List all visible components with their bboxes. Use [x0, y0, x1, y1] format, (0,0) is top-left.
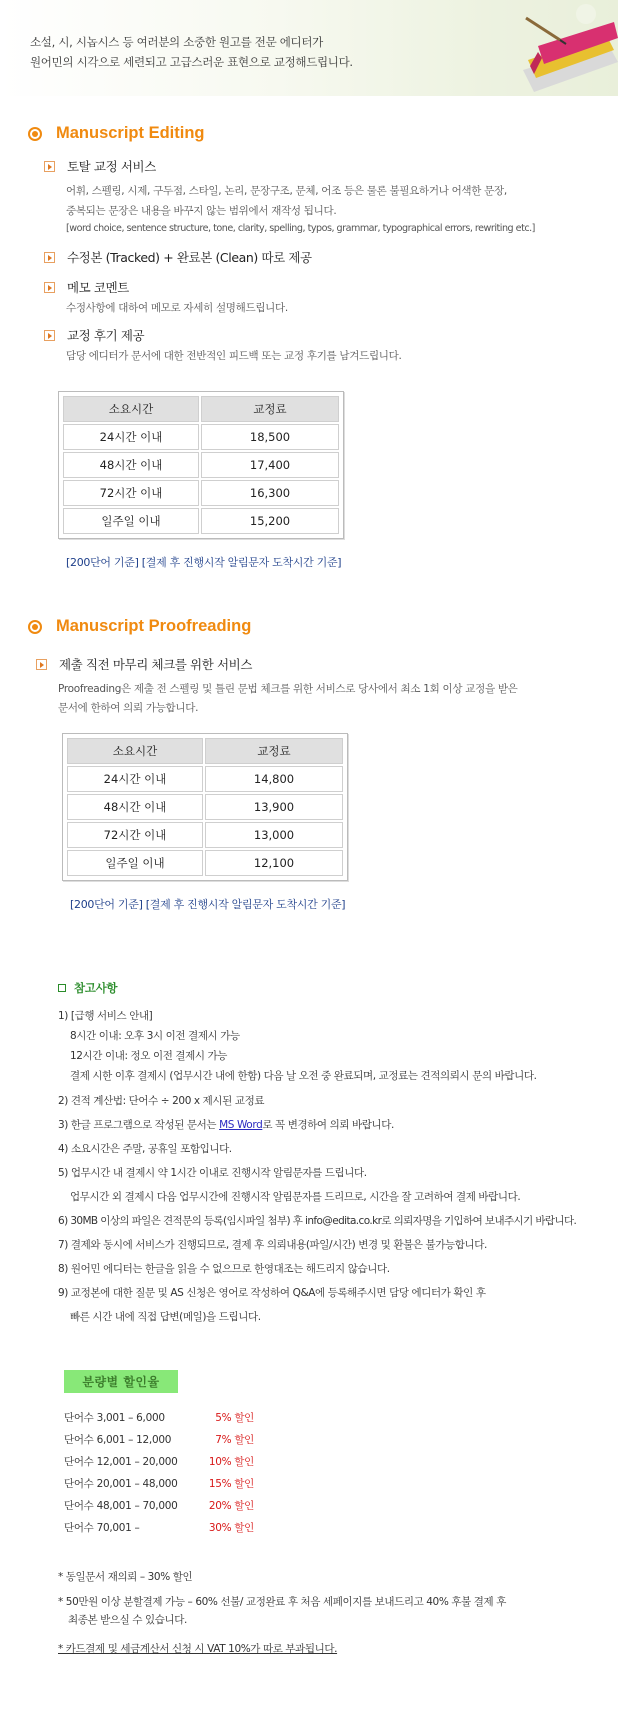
editing-item-review: 교정 후기 제공	[44, 326, 144, 344]
cell-time: 72시간 이내	[67, 822, 203, 848]
footnote-installment-2: 최종본 받으실 수 있습니다.	[68, 1614, 187, 1626]
editing-item-tracked: 수정본 (Tracked) + 완료본 (Clean) 따로 제공	[44, 248, 312, 266]
cell-fee: 16,300	[201, 480, 339, 506]
note-2: 2) 견적 계산법: 단어수 ÷ 200 x 제시된 교정료	[58, 1095, 265, 1107]
cell-fee: 13,900	[205, 794, 343, 820]
editing-table-note: [200단어 기준] [결제 후 진행시작 알림문자 도착시간 기준]	[66, 556, 342, 569]
note-1: 1) [급행 서비스 안내]	[58, 1010, 153, 1022]
col-header-fee: 교정료	[201, 396, 339, 422]
cell-time: 72시간 이내	[63, 480, 199, 506]
note-9: 9) 교정본에 대한 질문 및 AS 신청은 영어로 작성하여 Q&A에 등록해주시면 담당 에디터가 확인 후	[58, 1287, 486, 1299]
col-header-time: 소요시간	[67, 738, 203, 764]
cell-fee: 13,000	[205, 822, 343, 848]
note-1a: 8시간 이내: 오후 3시 이전 결제시 가능	[70, 1030, 240, 1042]
cell-time: 24시간 이내	[67, 766, 203, 792]
footnote-vat: * 카드결제 및 세금계산서 신청 시 VAT 10%가 따로 부과됩니다.	[58, 1643, 338, 1655]
table-row	[63, 424, 339, 450]
note-1c: 결제 시한 이후 결제시 (업무시간 내에 한함) 다음 날 오전 중 완료되며, 교정료는 견적의뢰시 문의 바랍니다.	[70, 1070, 537, 1082]
square-bullet-icon	[58, 984, 66, 992]
note-4: 4) 소요시간은 주말, 공휴일 포함입니다.	[58, 1143, 232, 1155]
arrow-right-icon	[44, 282, 55, 293]
arrow-right-icon	[36, 659, 47, 670]
editing-price-table	[58, 391, 344, 539]
cell-time: 일주일 이내	[67, 850, 203, 876]
table-header-row	[67, 738, 343, 764]
note-5a: 업무시간 외 결제시 다음 업무시간에 진행시작 알림문자를 드리므로, 시간을 잘 고려하여 결제 바랍니다.	[70, 1191, 521, 1203]
col-header-fee: 교정료	[205, 738, 343, 764]
table-row	[63, 480, 339, 506]
cell-fee: 18,500	[201, 424, 339, 450]
target-ring-icon	[28, 620, 42, 634]
col-header-time: 소요시간	[63, 396, 199, 422]
table-row	[67, 766, 343, 792]
table-row	[63, 508, 339, 534]
cell-fee: 12,100	[205, 850, 343, 876]
note-6: 6) 30MB 이상의 파일은 견적문의 등록(임시파일 첨부) 후 info@edita.co.kr로 의뢰자명을 기입하여 보내주시기 바랍니다.	[58, 1215, 577, 1227]
note-9a: 빠른 시간 내에 직접 답변(메일)을 드립니다.	[70, 1311, 261, 1323]
discount-badge: 분량별 할인율	[64, 1370, 178, 1393]
ms-word-link[interactable]: MS Word	[219, 1119, 263, 1131]
reference-title: 참고사항	[58, 980, 117, 996]
editing-total-desc-3: [word choice, sentence structure, tone, clarity, spelling, typos, grammar, typographical errors, rewriting etc.]	[66, 223, 535, 234]
arrow-right-icon	[44, 330, 55, 341]
cell-fee: 14,800	[205, 766, 343, 792]
footnote-installment: * 50만원 이상 분할결제 가능 – 60% 선불/ 교정완료 후 처음 세페이지를 보내드리고 40% 후불 결제 후	[58, 1596, 506, 1608]
editing-item-total: 토탈 교정 서비스	[44, 157, 156, 175]
cell-fee: 17,400	[201, 452, 339, 478]
footnote-rerequest: * 동일문서 재의뢰 – 30% 할인	[58, 1571, 193, 1583]
note-1b: 12시간 이내: 정오 이전 결제시 가능	[70, 1050, 228, 1062]
banner-line-1: 소설, 시, 시놉시스 등 여러분의 소중한 원고를 전문 에디터가	[30, 35, 323, 49]
table-row	[63, 452, 339, 478]
cell-time: 48시간 이내	[63, 452, 199, 478]
note-5: 5) 업무시간 내 결제시 약 1시간 이내로 진행시작 알림문자를 드립니다.	[58, 1167, 367, 1179]
editing-total-desc-2: 중복되는 문장은 내용을 바꾸지 않는 범위에서 재작성 됩니다.	[66, 205, 337, 217]
proofreading-desc-2: 문서에 한하여 의뢰 가능합니다.	[58, 702, 199, 714]
note-7: 7) 결제와 동시에 서비스가 진행되므로, 결제 후 의뢰내용(파일/시간) 변경 및 환불은 불가능합니다.	[58, 1239, 487, 1251]
editing-total-desc-1: 어휘, 스펠링, 시제, 구두점, 스타일, 논리, 문장구조, 문체, 어조 등은 물론 불필요하거나 어색한 문장,	[66, 185, 507, 197]
cell-fee: 15,200	[201, 508, 339, 534]
proofreading-item: 제출 직전 마무리 체크를 위한 서비스	[36, 655, 252, 673]
proofreading-price-table	[62, 733, 348, 881]
arrow-right-icon	[44, 252, 55, 263]
table-row	[67, 794, 343, 820]
section-title-editing: Manuscript Editing	[28, 124, 205, 143]
intro-banner	[0, 0, 618, 96]
cell-time: 일주일 이내	[63, 508, 199, 534]
note-8: 8) 원어민 에디터는 한글을 읽을 수 없으므로 한영대조는 해드리지 않습니다.	[58, 1263, 390, 1275]
target-ring-icon	[28, 127, 42, 141]
arrow-right-icon	[44, 161, 55, 172]
section-title-proofreading: Manuscript Proofreading	[28, 617, 251, 636]
editing-memo-desc: 수정사항에 대하여 메모로 자세히 설명해드립니다.	[66, 302, 288, 314]
books-pencil-illustration	[468, 0, 618, 96]
table-row	[67, 822, 343, 848]
note-3: 3) 한글 프로그램으로 작성된 문서는 MS Word로 꼭 변경하여 의뢰 바랍니다.	[58, 1119, 394, 1131]
editing-item-memo: 메모 코멘트	[44, 278, 129, 296]
table-header-row	[63, 396, 339, 422]
table-row	[67, 850, 343, 876]
proofreading-desc-1: Proofreading은 제출 전 스펠링 및 틀린 문법 체크를 위한 서비스로 당사에서 최소 1회 이상 교정을 받은	[58, 683, 518, 695]
editing-review-desc: 담당 에디터가 문서에 대한 전반적인 피드백 또는 교정 후기를 남겨드립니다.	[66, 350, 402, 362]
proofreading-table-note: [200단어 기준] [결제 후 진행시작 알림문자 도착시간 기준]	[70, 898, 346, 911]
cell-time: 24시간 이내	[63, 424, 199, 450]
cell-time: 48시간 이내	[67, 794, 203, 820]
banner-line-2: 원어민의 시각으로 세련되고 고급스러운 표현으로 교정해드립니다.	[30, 55, 353, 69]
